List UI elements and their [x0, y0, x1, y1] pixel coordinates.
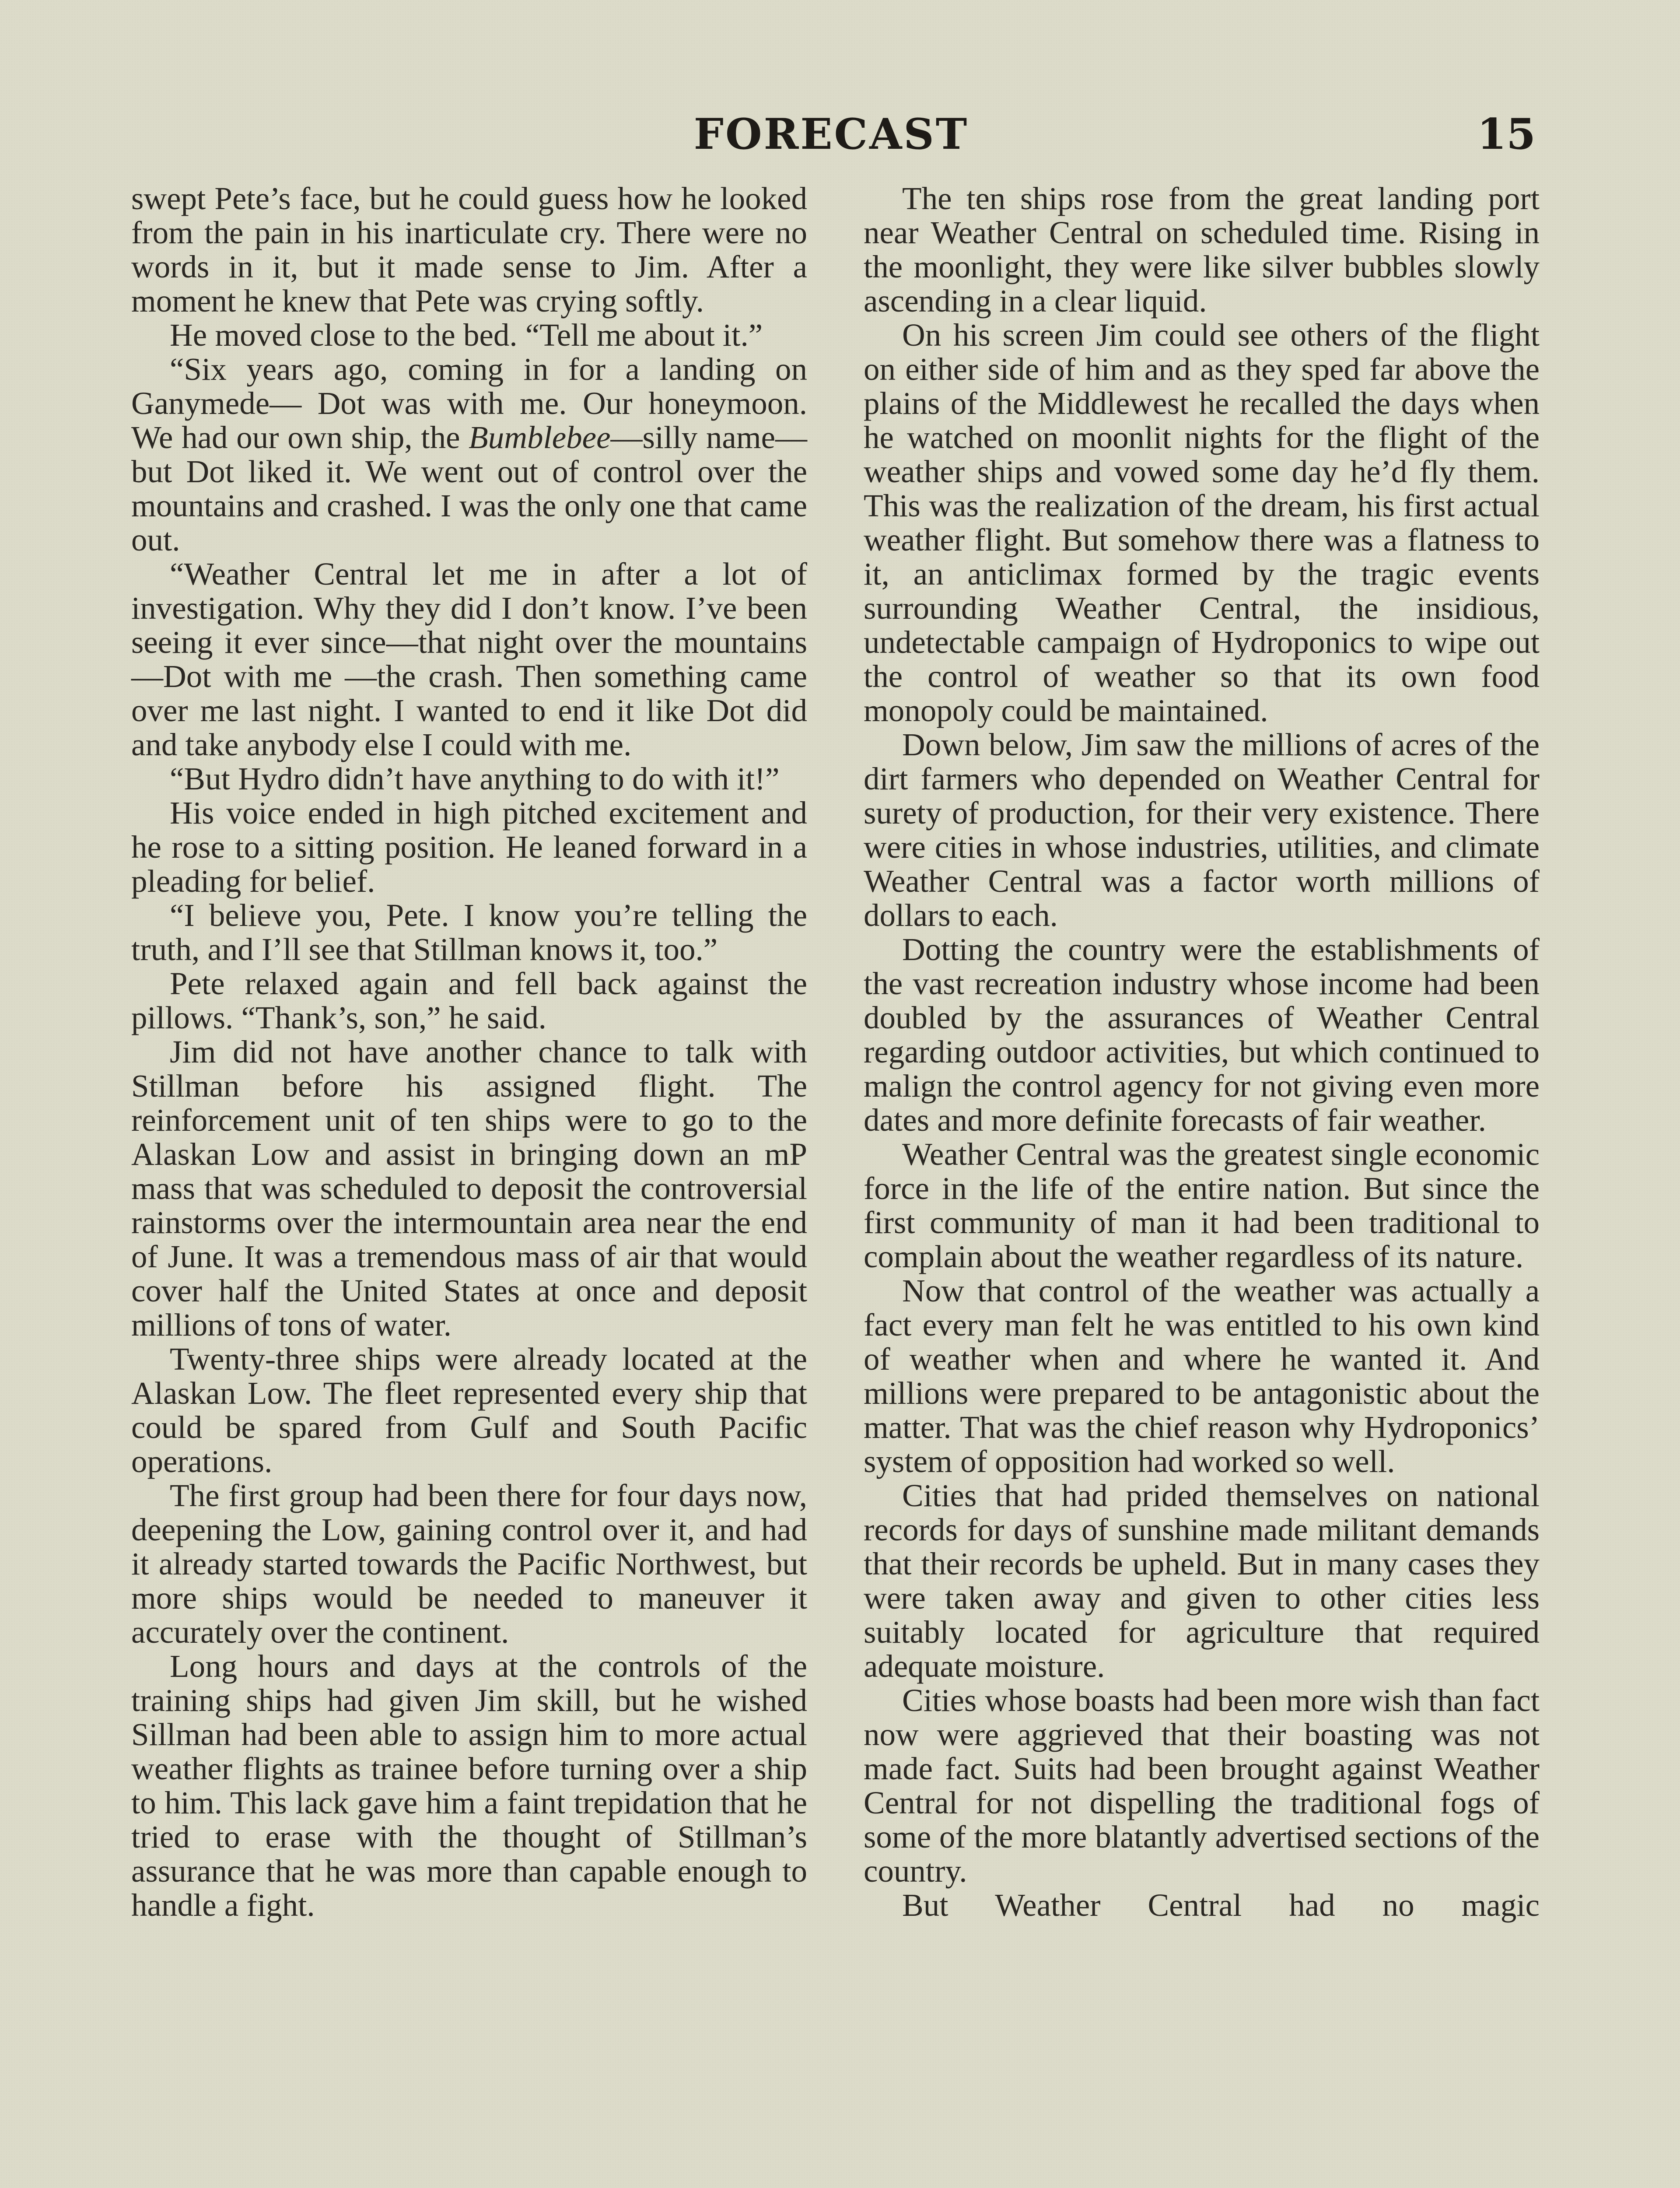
- paragraph: swept Pete’s face, but he could guess how he looked from the pain in his inarticulate cry. There were no words in it, but it made sense to Jim. After a moment he knew that Pete was crying softly.: [131, 181, 807, 319]
- paragraph: “Weather Central let me in after a lot of investigation. Why they did I don’t know. I’ve been seeing it ever since—that night over the mountains—Dot with me —the crash. Then something came over me last night. I wanted to end it like Dot did and take anybody else I could with me.: [131, 556, 807, 762]
- paragraph: His voice ended in high pitched excitement and he rose to a sitting position. He leaned forward in a pleading for belief.: [131, 795, 807, 899]
- paragraph: “I believe you, Pete. I know you’re telling the truth, and I’ll see that Stillman knows it, too.”: [131, 898, 807, 967]
- paragraph: Down below, Jim saw the millions of acres of the dirt farmers who depended on Weather Central for surety of production, for their very existence. There were cities in whose industries, utilities, and climate Weather Central was a factor worth millions of dollars to each.: [864, 727, 1540, 933]
- ship-name: Bumblebee: [469, 420, 611, 455]
- paragraph: “Six years ago, coming in for a landing on Ganymede— Dot was with me. Our honeymoon. We had our own ship, the Bumblebee—silly name—but Dot liked it. We went out of control over the mountains and crashed. I was the only one that came out.: [131, 351, 807, 558]
- paragraph: “But Hydro didn’t have anything to do with it!”: [170, 761, 780, 796]
- paragraph: But Weather Central had no magic: [902, 1887, 1540, 1923]
- paragraph: Cities whose boasts had been more wish than fact now were aggrieved that their boasting was not made fact. Suits had been brought against Weather Central for not dispelling the traditional fogs of some of the more blatantly advertised sections of the country.: [864, 1683, 1540, 1889]
- paragraph: Jim did not have another chance to talk with Stillman before his assigned flight. The reinforcement unit of ten ships were to go to the Alaskan Low and assist in bringing down an mP mass that was scheduled to deposit the controversial rainstorms over the intermountain area near the end of June. It was a tremendous mass of air that would cover half the United States at once and deposit millions of tons of water.: [131, 1034, 807, 1343]
- paragraph: Twenty-three ships were already located at the Alaskan Low. The fleet represented every ship that could be spared from Gulf and South Pacific operations.: [131, 1341, 807, 1479]
- page-header: [127, 109, 1536, 158]
- paragraph: Dotting the country were the establishments of the vast recreation industry whose income had been doubled by the assurances of Weather Central regarding outdoor activities, but which continued to malign the control agency for not giving even more dates and more definite forecasts of fair weather.: [864, 932, 1540, 1138]
- paragraph: Pete relaxed again and fell back against the pillows. “Thank’s, son,” he said.: [131, 966, 807, 1035]
- paragraph: The ten ships rose from the great landing port near Weather Central on scheduled time. Rising in the moonlight, they were like silver bubbles slowly ascending in a clear liquid.: [864, 181, 1540, 319]
- right-column: [864, 182, 1540, 1922]
- paragraph: Now that control of the weather was actually a fact every man felt he was entitled to his own kind of weather when and where he wanted it. And millions were prepared to be antagonistic about the matter. That was the chief reason why Hydroponics’ system of opposition had worked so well.: [864, 1273, 1540, 1479]
- running-head: FORECAST: [693, 109, 969, 159]
- paragraph: Weather Central was the greatest single economic force in the life of the entire nation. But since the first community of man it had been traditional to complain about the weather regardless of its nature.: [864, 1136, 1540, 1274]
- page-number: 15: [1477, 109, 1536, 159]
- paragraph: He moved close to the bed. “Tell me about it.”: [170, 317, 763, 353]
- paragraph: The first group had been there for four days now, deepening the Low, gaining control over it, and had it already started towards the Pacific Northwest, but more ships would be needed to maneuver it accurately over the continent.: [131, 1478, 807, 1650]
- paragraph: Cities that had prided themselves on national records for days of sunshine made militant demands that their records be upheld. But in many cases they were taken away and given to other cities less suitably located for agriculture that required adequate moisture.: [864, 1478, 1540, 1684]
- left-column: [131, 182, 807, 1922]
- paragraph: Long hours and days at the controls of the training ships had given Jim skill, but he wished Sillman had been able to assign him to more actual weather flights as trainee before turning over a ship to him. This lack gave him a faint trepidation that he tried to erase with the thought of Stillman’s assurance that he was more than capable enough to handle a fight.: [131, 1648, 807, 1923]
- paragraph: On his screen Jim could see others of the flight on either side of him and as they sped far above the plains of the Middlewest he recalled the days when he watched on moonlit nights for the flight of the weather ships and vowed some day he’d fly them. This was the realization of the dream, his first actual weather flight. But somehow there was a flatness to it, an anticlimax formed by the tragic events surrounding Weather Central, the insidious, undetectable campaign of Hydroponics to wipe out the control of weather so that its own food monopoly could be maintained.: [864, 317, 1540, 728]
